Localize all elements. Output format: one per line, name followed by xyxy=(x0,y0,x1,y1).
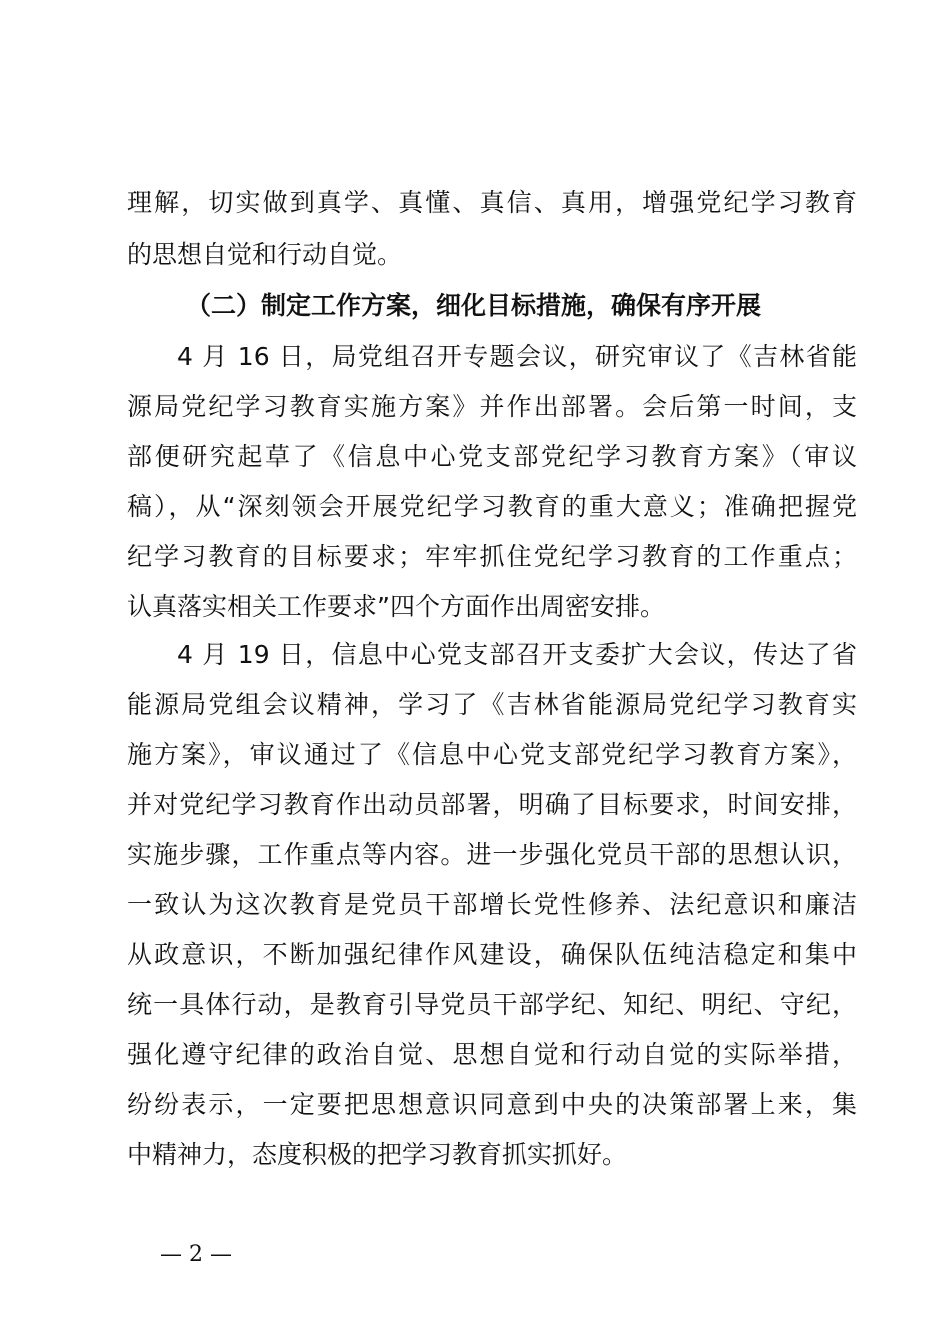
paragraph-3-line-8: 统一具体行动，是教育引导党员干部学纪、知纪、明纪、守纪， xyxy=(127,990,857,1019)
paragraph-2-line-5: 纪学习教育的目标要求；牢牢抓住党纪学习教育的工作重点； xyxy=(127,542,857,571)
paragraph-2-line-1: 4 月 16 日，局党组召开专题会议，研究审议了《吉林省能 xyxy=(177,342,857,371)
page-number: — 2 — xyxy=(160,1242,232,1267)
paragraph-3-line-2: 能源局党组会议精神，学习了《吉林省能源局党纪学习教育实 xyxy=(127,690,857,719)
paragraph-2-line-4: 稿），从“深刻领会开展党纪学习教育的重大意义；准确把握党 xyxy=(127,492,857,521)
paragraph-3-line-11: 中精神力，态度积极的把学习教育抓实抓好。 xyxy=(127,1140,628,1169)
paragraph-3-line-9: 强化遵守纪律的政治自觉、思想自觉和行动自觉的实际举措， xyxy=(127,1040,857,1069)
section-heading: （二）制定工作方案，细化目标措施，确保有序开展 xyxy=(186,291,762,320)
paragraph-3-line-7: 从政意识，不断加强纪律作风建设，确保队伍纯洁稳定和集中 xyxy=(127,940,857,969)
paragraph-3-line-1: 4 月 19 日，信息中心党支部召开支委扩大会议，传达了省 xyxy=(177,640,857,669)
paragraph-2-line-2: 源局党纪学习教育实施方案》并作出部署。会后第一时间，支 xyxy=(127,392,857,421)
paragraph-3-line-5: 实施步骤，工作重点等内容。进一步强化党员干部的思想认识， xyxy=(127,840,857,869)
paragraph-1-line-2: 的思想自觉和行动自觉。 xyxy=(127,240,403,269)
paragraph-3-line-6: 一致认为这次教育是党员干部增长党性修养、法纪意识和廉洁 xyxy=(127,890,857,919)
paragraph-3-line-4: 并对党纪学习教育作出动员部署，明确了目标要求，时间安排， xyxy=(127,790,857,819)
paragraph-2-line-6: 认真落实相关工作要求”四个方面作出周密安排。 xyxy=(127,592,665,621)
paragraph-1-line-1: 理解，切实做到真学、真懂、真信、真用，增强党纪学习教育 xyxy=(127,188,857,217)
paragraph-3-line-3: 施方案》，审议通过了《信息中心党支部党纪学习教育方案》， xyxy=(127,740,857,769)
paragraph-2-line-3: 部便研究起草了《信息中心党支部党纪学习教育方案》（审议 xyxy=(127,442,857,471)
paragraph-3-line-10: 纷纷表示，一定要把思想意识同意到中央的决策部署上来，集 xyxy=(127,1090,857,1119)
